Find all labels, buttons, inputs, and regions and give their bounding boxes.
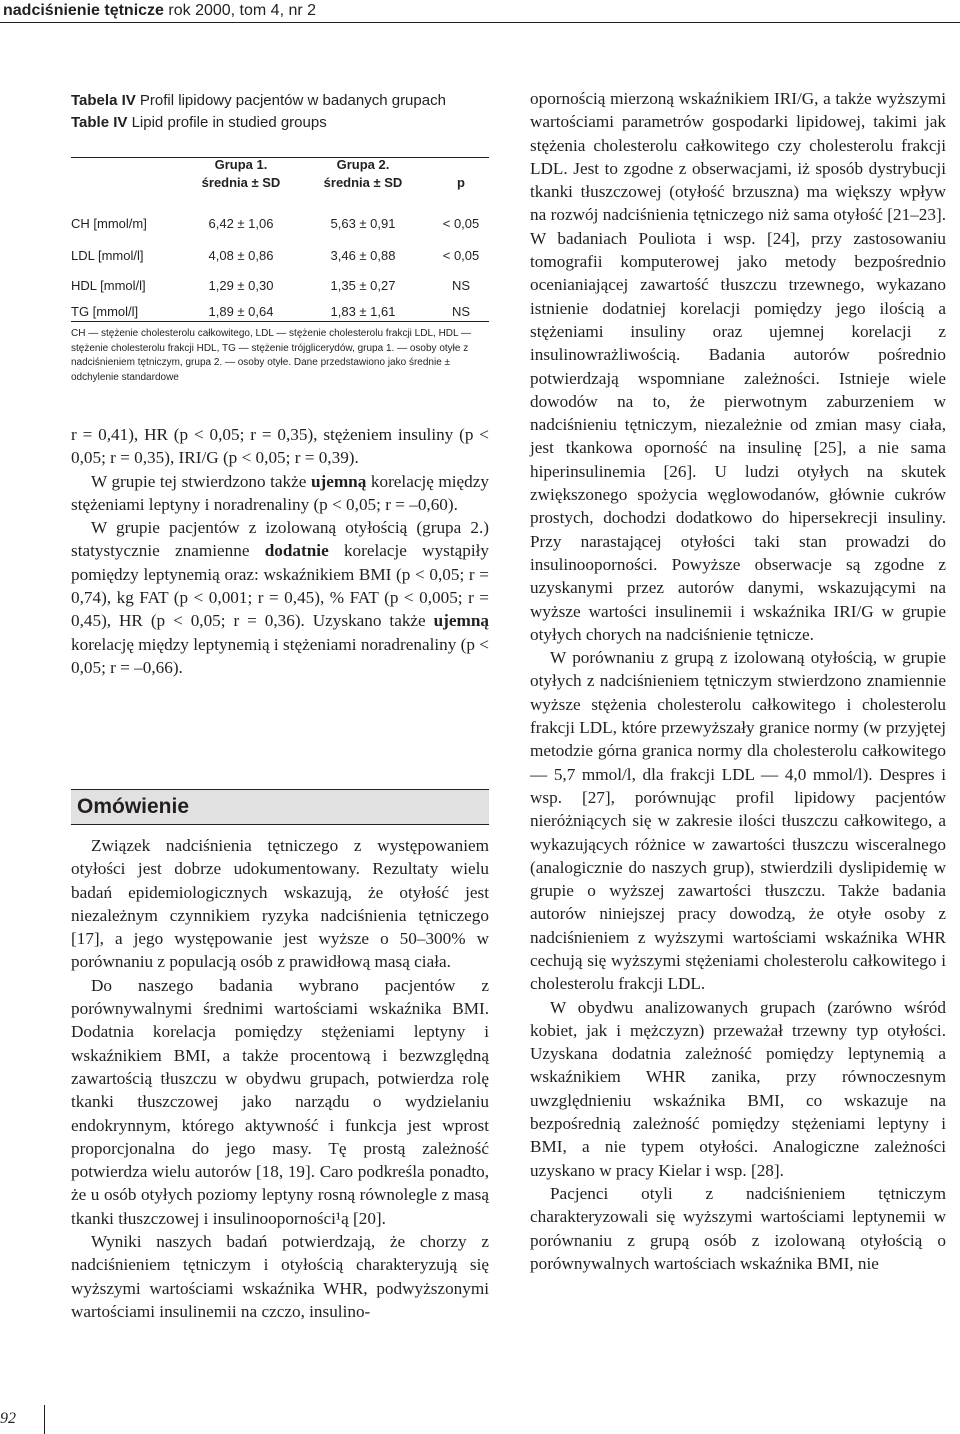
cell-hdl-g1: 1,29 ± 0,30 — [208, 278, 274, 293]
cell-ch-g2: 5,63 ± 0,91 — [330, 216, 396, 231]
col-header-group2-line1: Grupa 2. — [336, 157, 390, 172]
paragraph: Do naszego badania wybrano pacjentów z porównywalnymi średnimi wartościami wskaźnika BMI. Dodatnia korelacja pomiędzy stężeniami leptyny i wskaźnikiem BMI, a także procentową i bezwzględną zawartością tłuszczu w obydwu grupach, potwierdza rolę tkanki tłuszczowej jako narządu o wydzielaniu endokrynnym, którego aktywność i funkcja jest wprost proporcjonalna do jego masy. Tę prostą zależność potwierdza wielu autorów [18, 19]. Caro podkreśla ponadto, że u osób otyłych poziomy leptyny rosną równolegle z masą tkanki tłuszczowej i insulinooporności¹ą [20]. — [71, 975, 489, 1228]
emphasis: ujemną — [310, 471, 367, 491]
header-rule — [0, 22, 960, 23]
row-label-tg: TG [mmol/l] — [71, 304, 139, 319]
cell-tg-p: NS — [451, 304, 471, 319]
paragraph — [71, 516, 489, 679]
paragraph — [71, 470, 489, 517]
emphasis: ujemną — [433, 611, 489, 631]
col-header-group1-line1: Grupa 1. — [214, 157, 268, 172]
journal-name: nadciśnienie tętnicze — [3, 2, 164, 19]
emphasis: dodatnie — [264, 541, 329, 561]
table-title-pl: Profil lipidowy pacjentów w badanych grupach — [139, 92, 446, 109]
section-heading — [71, 789, 489, 825]
paragraph: opornością mierzoną wskaźnikiem IRI/G, a także wyższymi wartościami parametrów gospodarki lipidowej, takimi jak stężenia cholesterolu całkowitego czy cholesterolu frakcji LDL. Jest to zgodne z obserwacjami, iż sposób dystrybucji tkanki tłuszczowej (otyłość brzuszna) ma większy wpływ na rozwój nadciśnienia tętniczego niż sama otyłość [21–23]. W badaniach Pouliota i wsp. [24], przy zastosowaniu tomografii komputerowej jako metody bezpośrednio ocenianiającej zawartość tłuszczu trzewnego, wykazano istnienie dodatniej korelacji pomiędzy jego ilością a stężeniami insuliny oraz ujemnej korelacji z insulinowrażliwością. Badania autorów pośrednio potwierdzają wspomniane zależności. Istnieje wiele dowodów na to, że pierwotnym zaburzeniem w nadciśnieniu tętniczym, niezależnie od zmian masy ciała, jest tkankowa oporność na insulinę [25], a nie sama hiperinsulinemia [26]. U ludzi otyłych na skutek zwiększonego spożycia węglowodanów, głównie cukrów prostych, dochodzi dodatkowo do hipersekrecji insuliny. Przy narastającej otyłości taki stan prowadzi do insulinooporności. Powyższe obserwacje są zgodne z uzyskanymi przez autorów danymi, wskazującymi na wyższe wartości insulinemii i wskaźnika IRI/G w grupie otyłych chorych na nadciśnienie tętnicze. — [530, 89, 946, 644]
running-header — [0, 0, 960, 22]
paragraph: W porównaniu z grupą z izolowaną otyłością, w grupie otyłych z nadciśnieniem tętniczym stwierdzono znamiennie wyższe stężenia cholesterolu całkowitego i cholesterolu frakcji LDL, które przewyższały granice normy (w przyjętej metodzie górna granica normy dla cholesterolu całkowitego — 5,7 mmol/l, dla frakcji LDL — 4,0 mmol/l). Despres i wsp. [27], porównując profil lipidowy pacjentów nieróżniących się w zakresie ilości tłuszczu całkowitego, a wykazujących różnice w zawartości tłuszczu wisceralnego (analogicznie do naszych grup), stwierdzili dyslipidemię w grupie o wyższej zawartości tłuszczu. Także badania autorów niniejszej pracy dowodzą, że otyłe osoby z nadciśnieniem z wyższymi wartościami wskaźnika WHR cechują się wyższymi stężeniami cholesterolu całkowitego i cholesterolu frakcji LDL. — [530, 648, 946, 994]
col-header-group1-line2: średnia ± SD — [201, 175, 281, 190]
table-label-en: Table IV — [71, 114, 128, 131]
table-caption-en — [71, 112, 501, 134]
right-column-body — [530, 87, 946, 1275]
paragraph: r = 0,41), HR (p < 0,05; r = 0,35), stężeniem insuliny (p < 0,05; r = 0,35), IRI/G (p < 0,05; r = 0,39). — [71, 425, 489, 468]
col-header-group2-line2: średnia ± SD — [323, 175, 403, 190]
cell-ch-p: < 0,05 — [442, 216, 480, 231]
discussion-body — [71, 834, 489, 1323]
col-header-group1 — [186, 156, 296, 192]
cell-ch-g1: 6,42 ± 1,06 — [208, 216, 274, 231]
section-title: Omówienie — [77, 795, 190, 818]
left-column-body — [71, 423, 489, 679]
page-number: 92 — [0, 1410, 16, 1427]
cell-ldl-p: < 0,05 — [442, 248, 480, 263]
col-header-group2 — [303, 156, 423, 192]
table-footnote: CH — stężenie cholesterolu całkowitego, LDL — stężenie cholesterolu frakcji LDL, HDL — stężenie cholesterolu frakcji HDL, TG — stężenie trójglicerydów, grupa 1. — osoby otyłe z nadciśnieniem tętniczym, grupa 2. — osoby otyłe. Dane przedstawiono jako średnie ± odchylenie standardowe — [71, 328, 471, 383]
text-run: korelacje wystąpiły pomiędzy leptynemią oraz: wskaźnikiem BMI (p < 0,05; r = 0,74), kg FAT (p < 0,001; r = 0,45), % FAT (p < 0,005; r = 0,45), HR (p < 0,05; r = 0,36). Uzyskano także — [71, 541, 489, 631]
cell-hdl-g2: 1,35 ± 0,27 — [330, 278, 396, 293]
paragraph: Wyniki naszych badań potwierdzają, że chorzy z nadciśnieniem tętniczym i otyłością charakteryzują się wyższymi wartościami wskaźnika WHR, podwyższonymi wartościami insulinemii na czczo, insulino- — [71, 1232, 489, 1321]
paragraph: W obydwu analizowanych grupach (zarówno wśród kobiet, jak i mężczyzn) przeważał trzewny typ otyłości. Uzyskana dodatnia zależność pomiędzy leptynemią a wskaźnikiem WHR zanika, przy równoczesnym uwzględnieniu wskaźnika BMI, co wskazuje na bezpośrednią zależność pomiędzy stężeniami leptyny i BMI, a nie typem otyłości. Analogiczne zależności uzyskano w pracy Kielar i wsp. [28]. — [530, 997, 946, 1180]
lipid-table — [71, 157, 489, 322]
table-title-en: Lipid profile in studied groups — [131, 114, 327, 131]
text-run: korelację między leptynemią i stężeniami noradrenaliny (p < 0,05; r = –0,66). — [71, 634, 489, 677]
text-run: W grupie tej stwierdzono także — [91, 471, 311, 491]
cell-tg-g2: 1,83 ± 1,61 — [330, 304, 396, 319]
table-caption-pl — [71, 90, 501, 112]
col-header-p: p — [457, 175, 465, 190]
running-head — [3, 0, 316, 22]
cell-ldl-g2: 3,46 ± 0,88 — [330, 248, 396, 263]
paragraph: Związek nadciśnienia tętniczego z występowaniem otyłości jest dobrze udokumentowany. Rezultaty wielu badań epidemiologicznych wskazują, że otyłość jest niezależnym czynnikiem ryzyka nadciśnienia tętniczego [17], a jego występowanie jest wyższe o 50–300% w porównaniu z populacją osób z prawidłową masą ciała. — [71, 836, 489, 972]
table-caption — [71, 90, 501, 134]
paragraph: Pacjenci otyli z nadciśnieniem tętniczym charakteryzowali się wyższymi wartościami leptynemii w porównaniu z grupą osób z izolowaną otyłością o porównywalnych wartościach wskaźnika BMI, nie — [530, 1183, 946, 1273]
table-label-pl: Tabela IV — [71, 92, 136, 109]
text-run: W grupie pacjentów z izolowaną otyłością (grupa 2.) statystycznie znamienne — [71, 518, 489, 561]
cell-hdl-p: NS — [451, 278, 471, 293]
text-run: korelację między stężeniami leptyny i noradrenaliny (p < 0,05; r = –0,60). — [71, 471, 489, 514]
row-label-ch: CH [mmol/m] — [71, 216, 147, 231]
row-label-hdl: HDL [mmol/l] — [71, 278, 146, 293]
row-label-ldl: LDL [mmol/l] — [71, 248, 144, 263]
cell-ldl-g1: 4,08 ± 0,86 — [208, 248, 274, 263]
issue-info: rok 2000, tom 4, nr 2 — [168, 2, 317, 19]
corner-rule — [44, 1405, 45, 1434]
cell-tg-g1: 1,89 ± 0,64 — [208, 304, 274, 319]
